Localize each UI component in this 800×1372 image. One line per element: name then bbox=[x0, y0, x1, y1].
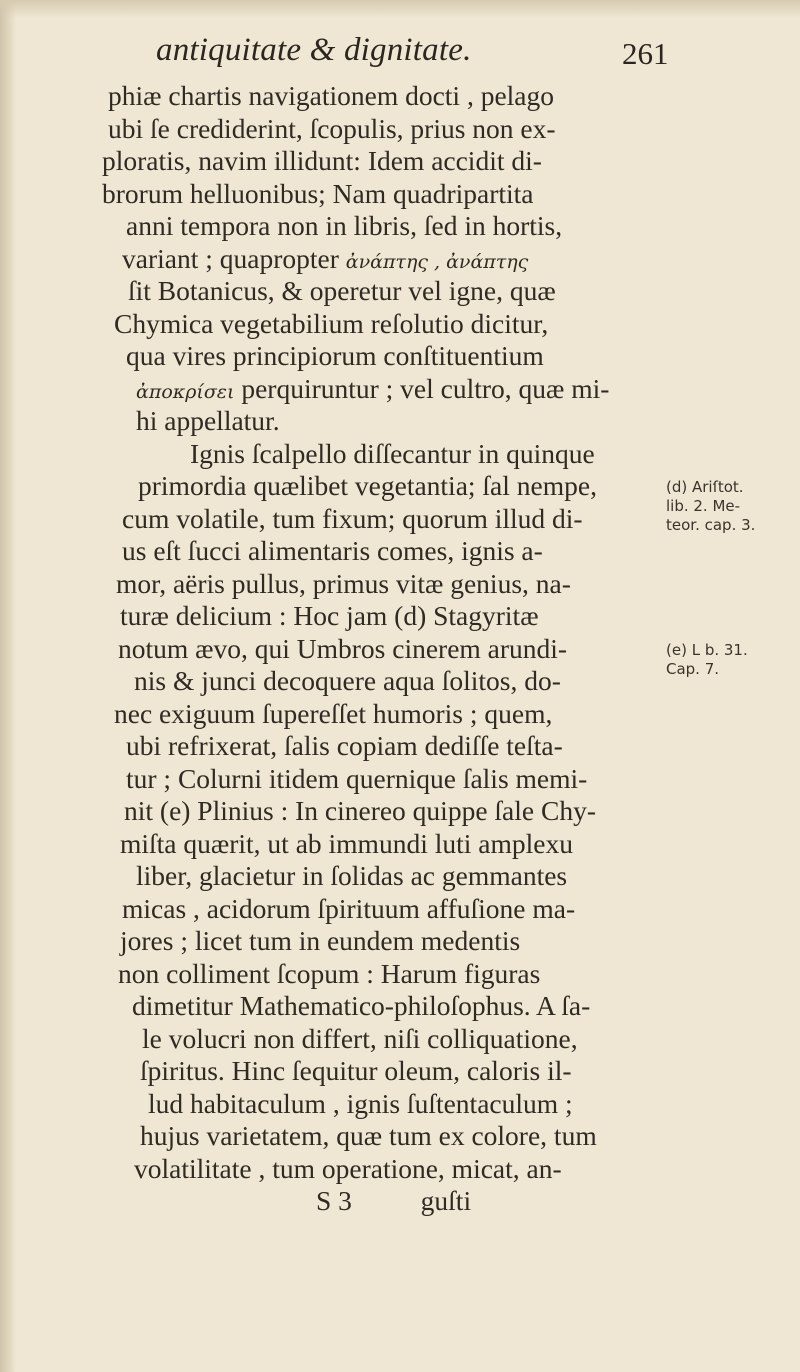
greek-text: ἀνάπτης , ἀνάπτης bbox=[345, 250, 529, 273]
text-line: le volucri non differt, niſi colliquatione, bbox=[142, 1022, 578, 1054]
text-line bbox=[96, 243, 636, 276]
margin-note-line: (e) L b. 31. bbox=[666, 641, 748, 659]
margin-note-line: (d) Ariſtot. bbox=[666, 478, 744, 496]
text-line: volatilitate , tum operatione, micat, an- bbox=[134, 1152, 562, 1184]
text-line: ubi ſe crediderint, ſcopulis, prius non ex- bbox=[108, 112, 556, 144]
margin-note-e bbox=[666, 641, 748, 679]
text-line bbox=[96, 405, 636, 438]
text-line: ubi refrixerat, ſalis copiam dediſſe teſta- bbox=[126, 730, 563, 761]
margin-note-d bbox=[666, 478, 755, 535]
text-fragment: variant ; quapropter bbox=[122, 242, 346, 274]
text-line: jores ; licet tum in eundem medentis bbox=[120, 925, 521, 956]
text-line: mor, aëris pullus, primus vitæ genius, na- bbox=[116, 567, 571, 599]
text-line: nit (e) Plinius : In cinereo quippe ſale Chy- bbox=[124, 795, 596, 826]
text-line: non colliment ſcopum : Harum figuras bbox=[118, 957, 541, 989]
text-line: nis & junci decoquere aqua ſolitos, do- bbox=[134, 665, 561, 696]
text-line: ſpiritus. Hinc ſequitur oleum, caloris il- bbox=[140, 1055, 572, 1086]
signature-catchword-line: S 3 guſti bbox=[316, 1185, 472, 1216]
text-line: lud habitaculum , ignis ſuſtentaculum ; bbox=[148, 1087, 573, 1119]
page-number: 261 bbox=[622, 36, 669, 71]
margin-note-line: lib. 2. Me- bbox=[666, 497, 741, 515]
margin-note-line: teor. cap. 3. bbox=[666, 516, 756, 534]
text-fragment: perquiruntur ; vel cultro, quæ mi- bbox=[234, 372, 610, 404]
page-header bbox=[150, 26, 790, 76]
greek-text: ἀποκρίσει bbox=[136, 380, 235, 403]
text-line: anni tempora non in libris, ſed in hortis, bbox=[126, 210, 563, 241]
text-line: micas , acidorum ſpirituum affuſione ma- bbox=[122, 892, 576, 924]
text-line: qua vires principiorum conſtituentium bbox=[126, 340, 544, 371]
text-line: hujus varietatem, quæ tum ex colore, tum bbox=[140, 1120, 597, 1151]
running-title: antiquitate & dignitate. bbox=[156, 32, 472, 68]
text-line: phiæ chartis navigationem docti , pelago bbox=[108, 80, 555, 111]
text-line: brorum helluonibus; Nam quadripartita bbox=[102, 177, 534, 209]
text-line: ploratis, navim illidunt: Idem accidit di- bbox=[102, 145, 542, 176]
text-line: cum volatile, tum fixum; quorum illud di- bbox=[122, 502, 583, 534]
text-line: liber, glacietur in ſolidas ac gemmantes bbox=[136, 860, 568, 891]
text-line: us eſt ſucci alimentaris comes, ignis a- bbox=[122, 535, 543, 566]
text-line: ſit Botanicus, & operetur vel igne, quæ bbox=[128, 275, 556, 306]
margin-note-line: Cap. 7. bbox=[666, 660, 720, 678]
text-line: miſta quærit, ut ab immundi luti amplexu bbox=[120, 827, 573, 859]
text-line: Chymica vegetabilium reſolutio dicitur, bbox=[114, 307, 549, 339]
text-line: dimetitur Mathematico-philoſophus. A ſa- bbox=[132, 990, 591, 1021]
text-line: turæ delicium : Hoc jam (d) Stagyritæ bbox=[120, 600, 539, 631]
text-line: primordia quælibet vegetantia; ſal nempe, bbox=[138, 470, 597, 501]
text-line: notum ævo, qui Umbros cinerem arundi- bbox=[118, 632, 568, 664]
text-line bbox=[96, 373, 636, 406]
text-line: tur ; Colurni itidem quernique ſalis memi- bbox=[126, 762, 588, 794]
body-text bbox=[96, 80, 636, 1218]
text-fragment: hi appellatur. bbox=[136, 405, 280, 436]
text-line: nec exiguum ſupereſſet humoris ; quem, bbox=[114, 697, 553, 729]
text-line: Ignis ſcalpello diſſecantur in quinque bbox=[190, 437, 595, 469]
